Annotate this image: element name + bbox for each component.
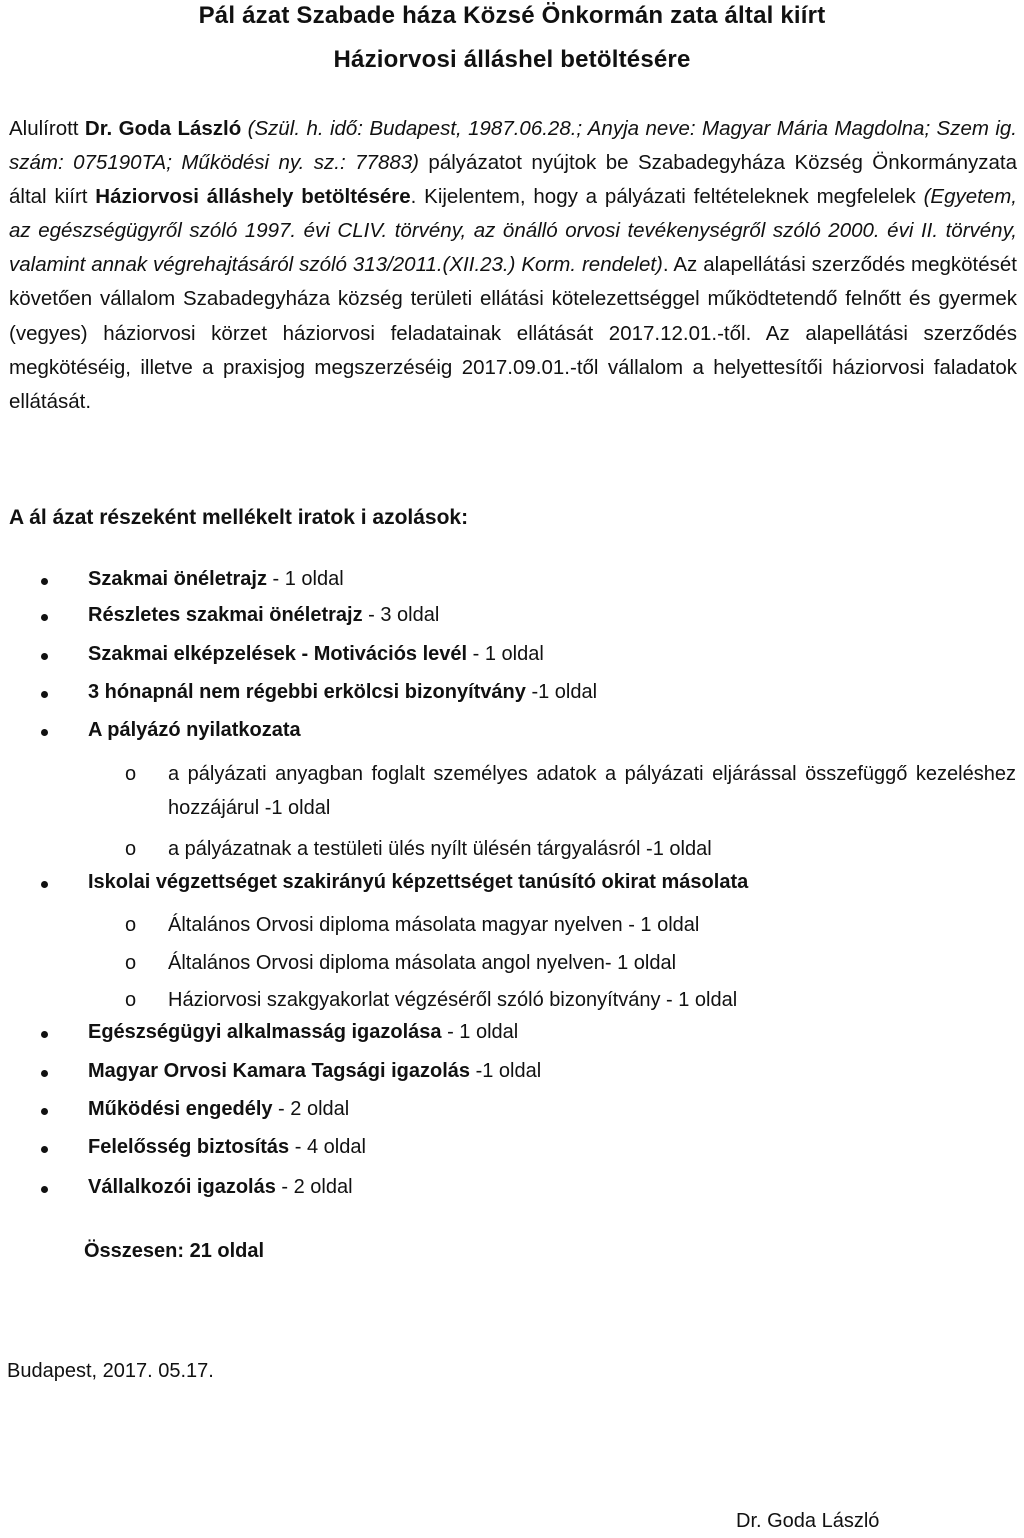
list-item (88, 1136, 366, 1159)
attachments-heading: A ál ázat részeként mellékelt iratok i azolások: (9, 506, 469, 529)
list-item (88, 871, 748, 894)
sub-list-item-text: Általános Orvosi diploma másolata magyar nyelven - 1 oldal (168, 914, 700, 936)
list-item-pages: - 2 oldal (275, 1176, 353, 1198)
list-item-title: Szakmai elképzelések - Motivációs levél (88, 643, 468, 665)
bullet-icon (41, 691, 48, 698)
list-item (88, 1060, 541, 1083)
bullet-icon (41, 653, 48, 660)
list-item (88, 643, 544, 666)
list-item-title: Magyar Orvosi Kamara Tagsági igazolás (88, 1060, 471, 1082)
sub-list-item (125, 908, 1016, 942)
sub-bullet-icon: o (125, 838, 137, 860)
sub-list-item-text: Általános Orvosi diploma másolata angol nyelven- 1 oldal (168, 952, 677, 974)
list-item (88, 568, 344, 591)
list-item-pages: - 3 oldal (362, 604, 440, 626)
sub-list-item-text: a pályázatnak a testületi ülés nyílt ülésén tárgyalásról -1 oldal (168, 838, 712, 860)
document-title-line-1: Pál ázat Szabade háza Közsé Önkormán zata által kiírt (198, 2, 826, 29)
list-item-title: A pályázó nyilatkozata (88, 719, 301, 741)
list-item-pages: -1 oldal (525, 681, 598, 703)
signature-name: Dr. Goda László (736, 1510, 880, 1532)
total-pages: Összesen: 21 oldal (84, 1240, 265, 1262)
list-item-pages: - 1 oldal (266, 568, 344, 590)
paragraph-text: . Kijelentem, hogy a pályázati feltételeknek megfelelek (410, 185, 924, 209)
bullet-icon (41, 1031, 48, 1038)
list-item-title: Vállalkozói igazolás (88, 1176, 276, 1198)
list-item (88, 719, 301, 742)
list-item (88, 1098, 349, 1121)
document-title-line-2: Háziorvosi álláshel betöltésére (333, 46, 691, 73)
bullet-icon (41, 1186, 48, 1193)
list-item-pages: - 4 oldal (289, 1136, 366, 1158)
sub-bullet-icon: o (125, 952, 137, 974)
list-item-pages: -1 oldal (470, 1060, 542, 1082)
bullet-icon (41, 578, 48, 585)
sub-list-item (125, 757, 1016, 825)
sub-bullet-icon: o (125, 763, 137, 785)
sub-bullet-icon: o (125, 914, 137, 936)
list-item (88, 604, 439, 627)
sub-list-item-text: a pályázati anyagban foglalt személyes adatok a pályázati eljárással összefüggő kezeléshez hozzájárul -1 oldal (168, 763, 1016, 819)
bullet-icon (41, 729, 48, 736)
list-item-title: Részletes szakmai önéletrajz (88, 604, 363, 626)
bullet-icon (41, 1108, 48, 1115)
applicant-details: (Szül. h. idő: Budapest, 1987.06.28.; Anyja neve: Magyar Mária Magdolna; Szem ig. szám: 075190TA; Működési ny. sz.: 77883) (9, 117, 1018, 175)
list-item (88, 681, 597, 704)
list-item (88, 1021, 518, 1044)
application-paragraph (9, 112, 1017, 419)
list-item-pages: - 1 oldal (441, 1021, 519, 1043)
paragraph-text: pályázatot nyújtok be Szabadegyháza Község Önkormányzata által kiírt (9, 151, 1017, 209)
place-and-date: Budapest, 2017. 05.17. (7, 1360, 214, 1382)
bullet-icon (41, 614, 48, 621)
list-item-title: Iskolai végzettséget szakirányú képzettséget tanúsító okirat másolata (88, 871, 749, 893)
list-item (88, 1176, 353, 1199)
sub-list-item (125, 983, 1016, 1017)
applicant-name: Dr. Goda László (84, 117, 242, 140)
sub-list-item (125, 946, 1016, 980)
position-title: Háziorvosi álláshely betöltésére (95, 185, 411, 209)
list-item-pages: - 1 oldal (467, 643, 544, 665)
sub-bullet-icon: o (125, 989, 137, 1011)
sub-list-item-text: Háziorvosi szakgyakorlat végzéséről szóló bizonyítvány - 1 oldal (168, 989, 738, 1011)
paragraph-text: Alulírott (9, 117, 85, 140)
list-item-pages: - 2 oldal (272, 1098, 350, 1120)
paragraph-text: . Az alapellátási szerződés megkötését követően vállalom Szabadegyháza község területi ellátási kötelezettséggel működtetendő felnőtt és gyermek (vegyes) háziorvosi körzet háziorvosi feladatainak ellátását 2017.12.01.-től. Az alapellátási szerződés megkötéséig, illetve a praxisjog megszerzéséig 2017.09.01.-től vállalom a helyettesítői háziorvosi faladatok ellátását. (9, 253, 1017, 413)
list-item-title: 3 hónapnál nem régebbi erkölcsi bizonyítvány (88, 681, 526, 703)
list-item-title: Felelősség biztosítás (88, 1136, 290, 1158)
bullet-icon (41, 1070, 48, 1077)
sub-list-item (125, 832, 1016, 866)
list-item-title: Működési engedély (88, 1098, 273, 1120)
bullet-icon (41, 881, 48, 888)
list-item-title: Egészségügyi alkalmasság igazolása (88, 1021, 442, 1043)
list-item-title: Szakmai önéletrajz (88, 568, 267, 590)
bullet-icon (41, 1146, 48, 1153)
legal-references: (Egyetem, az egészségügyről szóló 1997. évi CLIV. törvény, az önálló orvosi tevékenységről szóló 2000. évi II. törvény, valamint annak végrehajtásáról szóló 313/2011.(XII.23.) Korm. rendelet) (9, 185, 1017, 277)
